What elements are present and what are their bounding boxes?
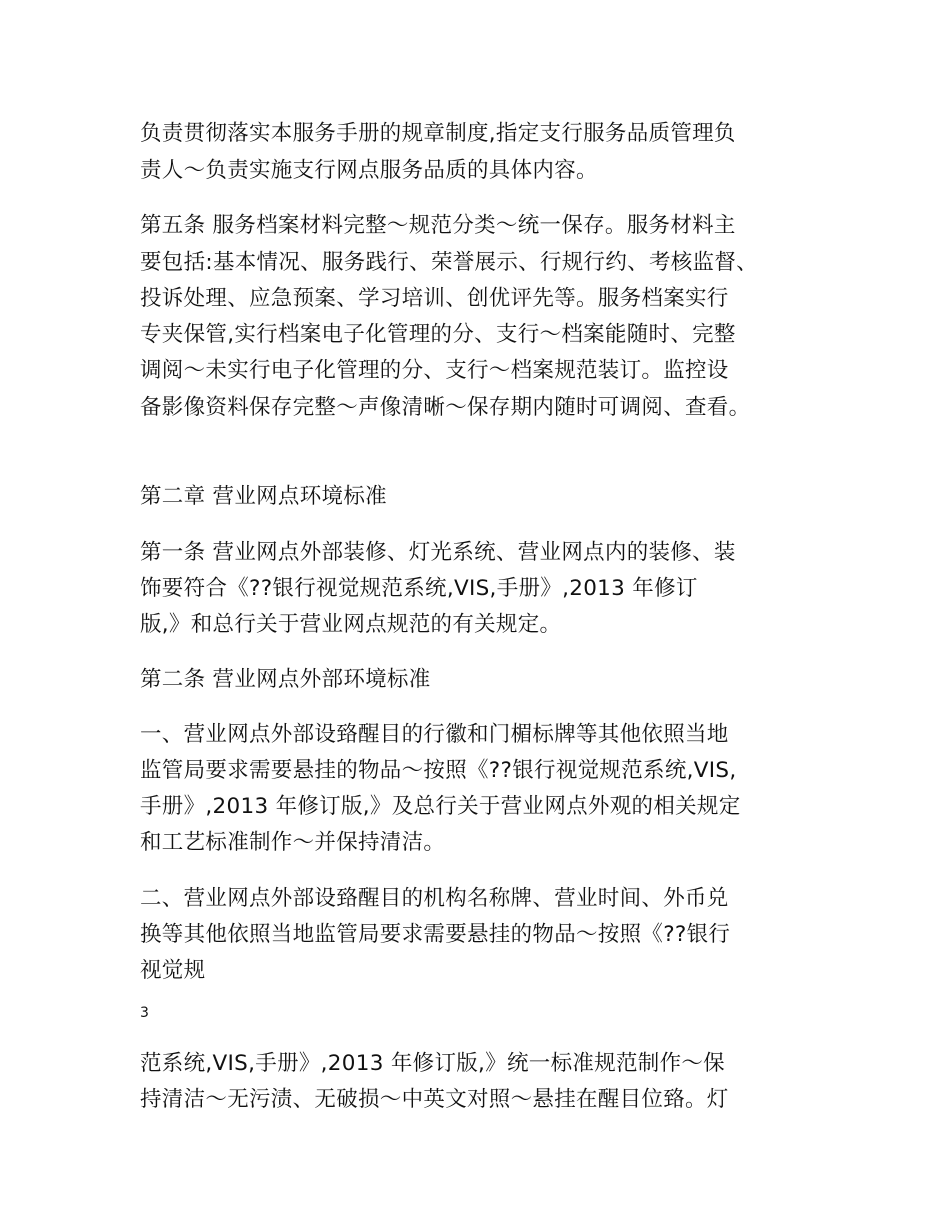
paragraph-line: 持清洁～无污渍、无破损～中英文对照～悬挂在醒目位臵。灯 [140, 1087, 729, 1112]
page-number: 3 [140, 1005, 149, 1021]
paragraph-line: 责人～负责实施支行网点服务品质的具体内容。 [140, 158, 598, 183]
chapter-heading: 第二章 营业网点环境标准 [140, 484, 387, 509]
paragraph-line: 第一条 营业网点外部装修、灯光系统、营业网点内的装修、装 [140, 540, 736, 565]
paragraph-line: 范系统,VIS,手册》,2013 年修订版,》统一标准规范制作～保 [140, 1051, 725, 1076]
paragraph-line: 一、营业网点外部设臵醒目的行徽和门楣标牌等其他依照当地 [140, 722, 729, 747]
paragraph-line: 和工艺标准制作～并保持清洁。 [140, 830, 446, 855]
paragraph-line: 监管局要求需要悬挂的物品～按照《??银行视觉规范系统,VIS, [140, 758, 737, 783]
paragraph-line: 调阅～未实行电子化管理的分、支行～档案规范装订。监控设 [140, 358, 729, 383]
paragraph-line: 饰要符合《??银行视觉规范系统,VIS,手册》,2013 年修订 [140, 576, 698, 601]
paragraph-line: 投诉处理、应急预案、学习培训、创优评先等。服务档案实行 [140, 286, 729, 311]
paragraph-line: 要包括:基本情况、服务践行、荣誉展示、行规行约、考核监督、 [140, 250, 758, 275]
paragraph-line: 备影像资料保存完整～声像清晰～保存期内随时可调阅、查看。 [140, 395, 751, 420]
paragraph-line: 第五条 服务档案材料完整～规范分类～统一保存。服务材料主 [140, 213, 736, 238]
paragraph-line: 专夹保管,实行档案电子化管理的分、支行～档案能随时、完整 [140, 322, 736, 347]
paragraph-line: 负责贯彻落实本服务手册的规章制度,指定支行服务品质管理负 [140, 121, 736, 146]
paragraph-line: 二、营业网点外部设臵醒目的机构名称牌、营业时间、外币兑 [140, 886, 729, 911]
section-heading: 第二条 营业网点外部环境标准 [140, 667, 431, 692]
paragraph-line: 换等其他依照当地监管局要求需要悬挂的物品～按照《??银行 [140, 922, 731, 947]
paragraph-line: 版,》和总行关于营业网点规范的有关规定。 [140, 612, 562, 637]
paragraph-line: 手册》,2013 年修订版,》及总行关于营业网点外观的相关规定 [140, 794, 741, 819]
paragraph-line: 视觉规 [140, 958, 206, 983]
